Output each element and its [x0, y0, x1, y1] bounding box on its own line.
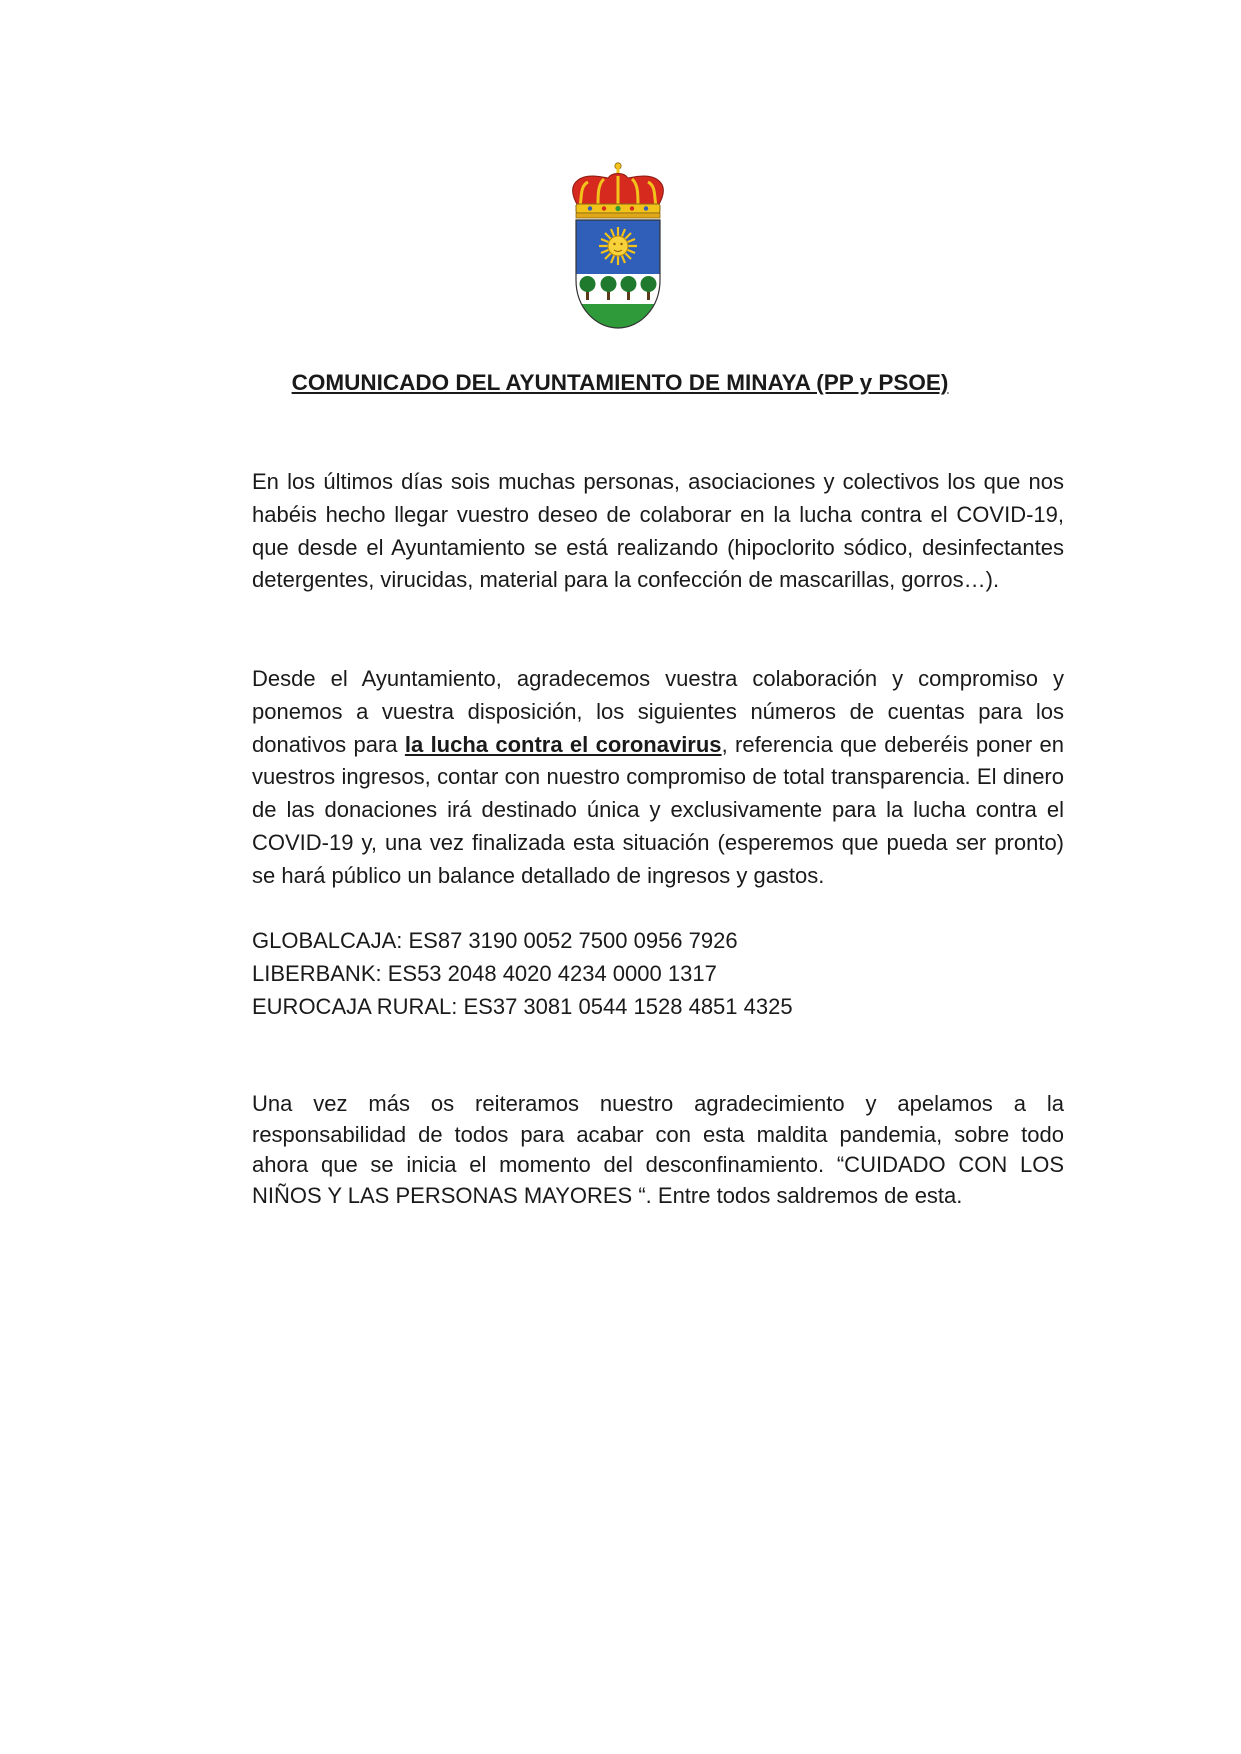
bank-accounts-list	[252, 925, 1064, 1023]
document-title: COMUNICADO DEL AYUNTAMIENTO DE MINAYA (PP y PSOE)	[291, 370, 949, 395]
coat-of-arms-icon	[568, 162, 668, 334]
bank-account-liberbank: LIBERBANK: ES53 2048 4020 4234 0000 1317	[252, 960, 717, 986]
paragraph-donations	[252, 663, 1064, 893]
bank-account-eurocaja-rural: EUROCAJA RURAL: ES37 3081 0544 1528 4851 4325	[252, 993, 793, 1019]
paragraph-intro: En los últimos días sois muchas personas, asociaciones y colectivos los que nos habéis hecho llegar vuestro deseo de colaborar en la lucha contra el COVID-19, que desde el Ayuntamiento se está realizando (hipoclorito sódico, desinfectantes detergentes, virucidas, material para la confección de mascarillas, gorros…).	[252, 469, 1064, 593]
crown-icon	[573, 163, 664, 218]
donation-reference-emphasis: la lucha contra el coronavirus	[404, 731, 722, 757]
bank-account-globalcaja: GLOBALCAJA: ES87 3190 0052 7500 0956 7926	[252, 928, 738, 953]
paragraph-donations-start: Desde el Ayuntamiento, agradecemos vuestra colaboración y compromiso y ponemos a vuestra disposición, los siguientes números de cuentas para los donativos para	[252, 666, 1064, 757]
paragraph-closing: Una vez más os reiteramos nuestro agradecimiento y apelamos a la responsabilidad de todos para acabar con esta maldita pandemia, sobre todo ahora que se inicia el momento del desconfinamiento. “CUIDADO CON LOS NIÑOS Y LAS PERSONAS MAYORES “. Entre todos saldremos de esta.	[252, 1091, 1064, 1208]
paragraph-donations-end: , referencia que deberéis poner en vuestros ingresos, contar con nuestro compromiso de total transparencia. El dinero de las donaciones irá destinado única y exclusivamente para la lucha contra el COVID-19 y, una vez finalizada esta situación (esperemos que pueda ser pronto) se hará público un balance detallado de ingresos y gastos.	[252, 731, 1065, 888]
